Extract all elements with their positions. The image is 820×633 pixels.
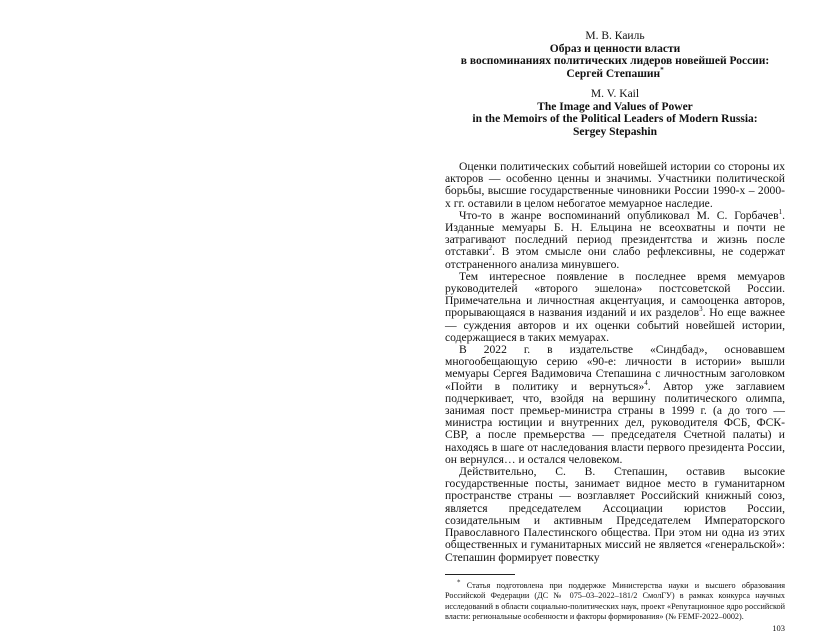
header-russian [445, 30, 785, 80]
title-en-line-3: Sergey Stepashin [572, 125, 658, 138]
article-body [445, 161, 785, 564]
author-ru: М. В. Каиль [585, 30, 645, 42]
title-en-line-2: in the Memoirs of the Political Leaders of Modern Russia: [472, 113, 758, 125]
paragraph-2-text-c: . В этом смысле они слабо рефлексивны, не содержат отстраненного анализа минувшего. [445, 245, 785, 271]
footnote-divider [445, 574, 515, 575]
footnote-ref-1[interactable]: 1 [778, 207, 783, 216]
footnote-ref-3[interactable]: 3 [699, 305, 703, 314]
paragraph-1-text: Оценки политических событий новейшей истории со стороны их акторов — особенно ценны и значимы. Участники политической борьбы, высшие государственные чиновники России 1990-х – 2000-х гг. оставили в целом небогатое мемуарное наследие. [445, 160, 785, 210]
title-ru-line-3-text: Сергей Степашин [566, 67, 661, 80]
paragraph-3 [445, 271, 785, 344]
article-column [445, 30, 785, 633]
footnote-mark: * [457, 577, 461, 586]
page-number: 103 [772, 623, 785, 633]
paragraph-4 [445, 344, 785, 466]
author-en: M. V. Kail [590, 88, 640, 100]
paragraph-2 [445, 207, 785, 271]
header-english [445, 88, 785, 138]
title-ru-line-3 [445, 65, 785, 81]
paragraph-4-text-b: . Автор уже заглавием подчеркивает, что, взойдя на вершину политического олимпа, занимая пост премьер-министра страны в 1999 г. (а до того — министра юстиции и внутренних дел, руководителя ФСБ, ФСК-СВР, а после премьерства — председателя Счетной палаты) и находясь в шаге от наследования власти первого президента России, он вернулся… и остался человеком. [445, 379, 785, 466]
title-ru-line-1: Образ и ценности власти [549, 42, 681, 55]
paragraph-1 [445, 161, 785, 210]
footnote [445, 577, 785, 623]
footnote-ref-2[interactable]: 2 [488, 244, 493, 253]
paragraph-5 [445, 466, 785, 564]
title-footnote-mark: * [660, 65, 664, 74]
title-ru-line-2: в воспоминаниях политических лидеров новейшей России: [460, 55, 770, 67]
paragraph-5-text: Действительно, С. В. Степашин, оставив высокие государственные посты, занимает видное место в гуманитарном пространстве страны — возглавляет Российский книжный союз, является председателем Ассоциации юристов России, созидательным и активным Председателем Императорского Православного Палестинского общества. При этом ни одна из этих общественных и гуманитарных миссий не является «генеральской»: Степашин формирует повестку [445, 465, 785, 564]
title-en-line-1: The Image and Values of Power [537, 100, 693, 113]
paragraph-2-text-b: . Изданные мемуары Б. Н. Ельцина не всеохватны и почти не затрагивают последний период президентства и жизнь после отставки [445, 208, 785, 259]
footnote-text: Статья подготовлена при поддержке Министерства науки и высшего образования Российской Федерации (ДС № 075–03–2022–181/2 СмолГУ) в рамках конкурса научных исследований в области социально-политических наук, проект «Репутационное ядро российской власти: региональные особенности и факторы формирования» (№ FEMF-2022–0002). [445, 580, 785, 621]
paragraph-3-text-b: . Но еще важнее — суждения авторов и их оценки событий новейшей истории, содержащиеся в таких мемуарах. [445, 306, 785, 344]
footnote-ref-4[interactable]: 4 [644, 378, 648, 387]
paragraph-3-text-a: Тем интересное появление в последнее время мемуаров руководителей «второго эшелона» постсоветской России. Примечательна и личностная акцентуация, и самооценка авторов, прорывающаяся в названия изданий и их разделов [445, 269, 785, 320]
paragraph-4-text-a: В 2022 г. в издательстве «Синдбад», основавшем многообещающую серию «90-е: личности в истории» вышли мемуары Сергея Вадимовича Степашина с личностным заголовком «Пойти в политику и вернуться» [445, 343, 785, 393]
paragraph-2-text-a: Что-то в жанре воспоминаний опубликовал М. С. Горбачев [459, 208, 779, 222]
